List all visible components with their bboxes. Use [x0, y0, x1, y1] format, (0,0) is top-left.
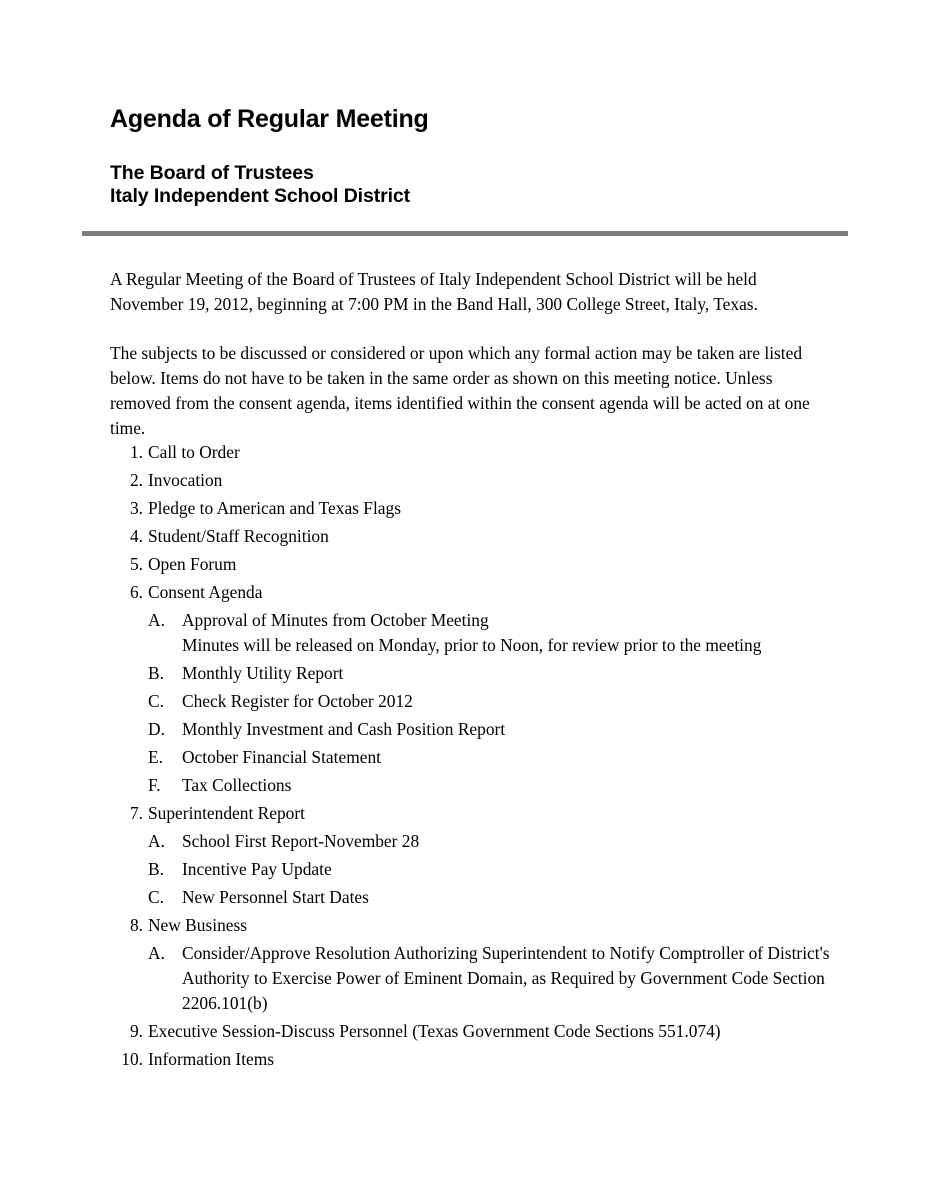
subtitle-board-name: The Board of Trustees — [110, 162, 314, 184]
agenda-subitem-label: New Personnel Start Dates — [182, 887, 369, 907]
agenda-item — [110, 496, 870, 521]
agenda-item-label: Student/Staff Recognition — [148, 526, 329, 546]
agenda-subitem-label: Check Register for October 2012 — [182, 691, 413, 711]
agenda-list — [110, 440, 870, 1072]
agenda-sublist — [148, 941, 870, 1016]
agenda-subitem — [148, 745, 870, 770]
agenda-subitem-marker — [148, 608, 172, 633]
agenda-item-label: New Business — [148, 915, 248, 935]
agenda-subitem-marker — [148, 717, 172, 742]
agenda-item — [110, 440, 870, 465]
agenda-subitem-label: Consider/Approve Resolution Authorizing Superintendent to Notify Comptroller of District's Authority to Exercise Power of Eminent Domain, as Required by Government Code Section 2206.101(b) — [182, 943, 830, 1013]
document-header — [110, 104, 850, 208]
agenda-subitem-marker — [148, 941, 172, 966]
agenda-subitem — [148, 661, 870, 686]
agenda-item — [110, 1019, 870, 1044]
subtitle-district-name: Italy Independent School District — [110, 185, 411, 207]
agenda-item — [110, 524, 870, 549]
agenda-subitem-marker — [148, 661, 172, 686]
intro-paragraphs — [110, 267, 810, 441]
agenda-subitem-marker — [148, 773, 172, 798]
agenda-subitem-label: Monthly Utility Report — [182, 663, 344, 683]
agenda-item-marker — [110, 524, 143, 549]
agenda-subitem-label: October Financial Statement — [182, 747, 381, 767]
agenda-subitem — [148, 773, 870, 798]
agenda-subitem-note: Minutes will be released on Monday, prior to Noon, for review prior to the meeting — [182, 635, 762, 655]
agenda-item-marker — [110, 913, 143, 938]
consent-agenda-notice-paragraph: The subjects to be discussed or considered or upon which any formal action may be taken are listed below. Items do not have to be taken in the same order as shown on this meeting notice. Unless removed from the consent agenda, items identified within the consent agenda will be acted on at one time. — [110, 343, 810, 438]
agenda-item — [110, 1047, 870, 1072]
agenda-subitem — [148, 885, 870, 910]
agenda-sublist — [148, 829, 870, 910]
agenda-subitem-label: School First Report-November 28 — [182, 831, 420, 851]
agenda-subitem — [148, 857, 870, 882]
agenda-item — [110, 552, 870, 577]
agenda-item-marker — [110, 580, 143, 605]
agenda-sublist — [148, 608, 870, 798]
agenda-item — [110, 580, 870, 798]
agenda-subitem — [148, 941, 870, 1016]
agenda-item-label: Consent Agenda — [148, 582, 263, 602]
agenda-item-label: Open Forum — [148, 554, 237, 574]
agenda-item-marker — [110, 1019, 143, 1044]
agenda-subitem-label: Approval of Minutes from October Meeting — [182, 610, 489, 630]
agenda-item-marker — [110, 552, 143, 577]
agenda-item — [110, 801, 870, 910]
agenda-subitem — [148, 689, 870, 714]
meeting-details-paragraph: A Regular Meeting of the Board of Trustees of Italy Independent School District will be held November 19, 2012, beginning at 7:00 PM in the Band Hall, 300 College Street, Italy, Texas. — [110, 269, 758, 314]
agenda-subitem-label: Tax Collections — [182, 775, 292, 795]
page-title: Agenda of Regular Meeting — [110, 105, 429, 133]
agenda-item-label: Pledge to American and Texas Flags — [148, 498, 401, 518]
agenda-item-marker — [110, 496, 143, 521]
agenda-item-marker — [110, 440, 143, 465]
agenda-subitem-marker — [148, 689, 172, 714]
agenda-item-label: Executive Session-Discuss Personnel (Texas Government Code Sections 551.074) — [148, 1021, 721, 1041]
agenda-item-label: Invocation — [148, 470, 223, 490]
agenda-subitem-label: Monthly Investment and Cash Position Report — [182, 719, 506, 739]
agenda-subitem-marker — [148, 885, 172, 910]
agenda-subitem — [148, 608, 870, 658]
agenda-subitem-marker — [148, 829, 172, 854]
agenda-subitem-marker — [148, 857, 172, 882]
header-divider-rule — [82, 231, 848, 236]
agenda-subitem-marker — [148, 745, 172, 770]
agenda-item-label: Call to Order — [148, 442, 240, 462]
agenda-item — [110, 468, 870, 493]
agenda-subitem — [148, 717, 870, 742]
agenda-item-label: Superintendent Report — [148, 803, 305, 823]
agenda-item — [110, 913, 870, 1016]
document-subtitle — [110, 162, 850, 208]
agenda-item-marker — [110, 468, 143, 493]
agenda-item-marker — [110, 1047, 143, 1072]
agenda-item-marker — [110, 801, 143, 826]
agenda-item-label: Information Items — [148, 1049, 275, 1069]
agenda-subitem — [148, 829, 870, 854]
agenda-subitem-label: Incentive Pay Update — [182, 859, 332, 879]
agenda-list-container — [110, 440, 870, 1075]
